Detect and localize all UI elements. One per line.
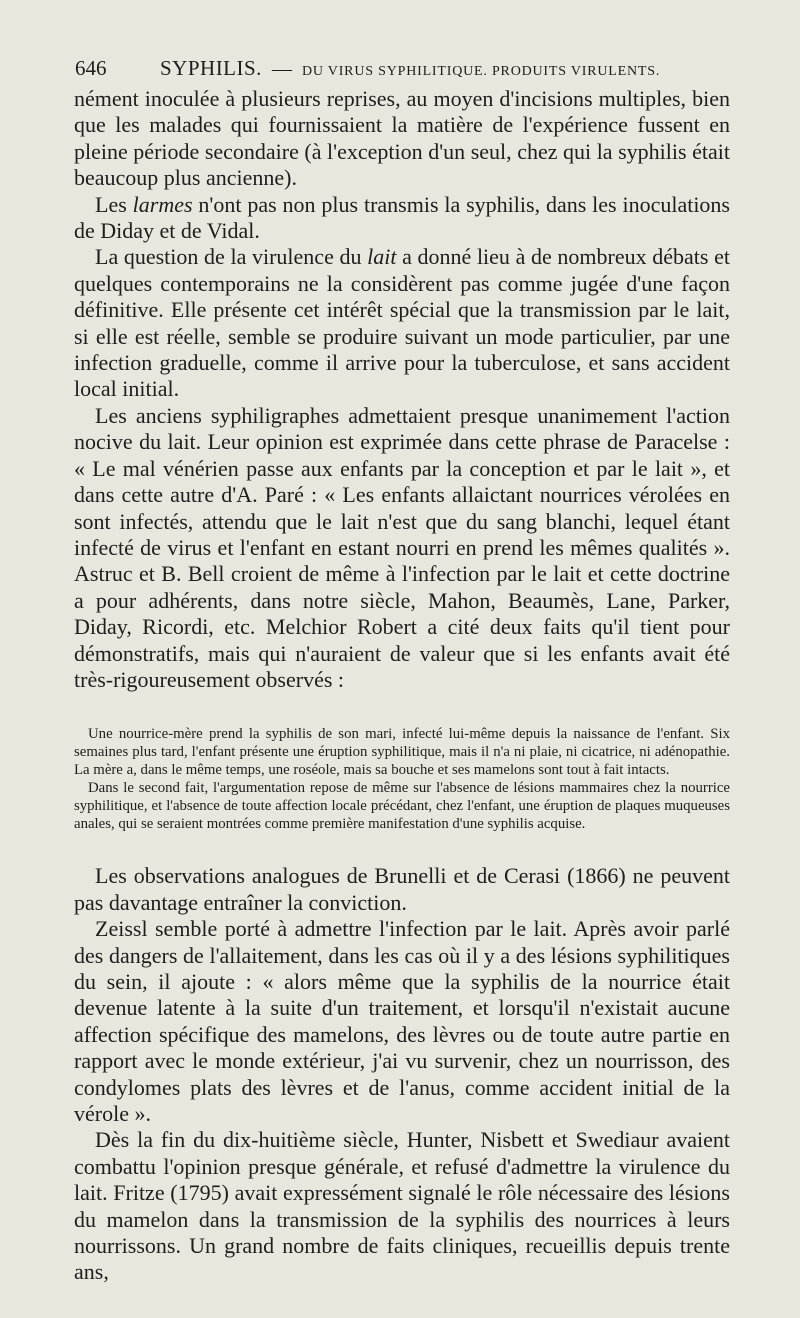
paragraph-brunelli-cerasi: Les observations analogues de Brunelli et de Cerasi (1866) ne peuvent pas davantage entraîner la conviction. — [74, 863, 730, 915]
page-number: 646 — [75, 56, 107, 80]
section-title: DU VIRUS SYPHILITIQUE. PRODUITS VIRULENTS. — [301, 64, 661, 79]
title-dash: — — [271, 58, 292, 80]
paragraph-larmes — [74, 192, 730, 245]
running-title — [160, 56, 660, 81]
paragraph-lait-start: La question de la virulence du — [95, 244, 368, 270]
paragraph-lait-end: a donné lieu à de nombreux débats et quelques contemporains ne la considèrent pas comme jugée d'une façon définitive. Elle présente cet intérêt spécial que la transmission par le lait, si elle est réelle, semble se produire suivant un mode particulier, par une infection graduelle, comme il arrive pour la tuberculose, et sans accident local initial. — [74, 244, 730, 402]
paragraph-larmes-end: n'ont pas non plus transmis la syphilis, dans les inoculations de Diday et de Vidal. — [74, 191, 730, 244]
paragraph-hunter: Dès la fin du dix-huitième siècle, Hunter, Nisbett et Swediaur avaient combattu l'opinion presque générale, et refusé d'admettre la virulence du lait. Fritze (1795) avait expressément signalé le rôle nécessaire des lésions du mamelon dans la transmission de la syphilis des nourrices à leurs nourrissons. Un grand nombre de faits cliniques, recueillis depuis trente ans, — [74, 1127, 730, 1285]
case-note-second: Dans le second fait, l'argumentation repose de même sur l'absence de lésions mammaires chez la nourrice syphilitique, et l'absence de toute affection locale précédant, chez l'enfant, une éruption de plaques muqueuses anales, qui se seraient montrées comme première manifestation d'une syphilis acquise. — [74, 780, 730, 833]
paragraph-continuation: nément inoculée à plusieurs reprises, au moyen d'incisions multiples, bien que les malades qui fournissaient la matière de l'expérience fussent en pleine période secondaire (à l'exception d'un seul, chez qui la syphilis était beaucoup plus ancienne). — [74, 86, 730, 191]
paragraph-lait — [74, 244, 730, 402]
chapter-title: SYPHILIS. — [160, 56, 262, 80]
paragraph-larmes-italic: larmes — [132, 191, 193, 217]
paragraph-zeissl: Zeissl semble porté à admettre l'infection par le lait. Après avoir parlé des dangers de l'allaitement, dans les cas où il y a des lésions syphilitiques du sein, il ajoute : « alors même que la syphilis de la nourrice était devenue latente à la suite d'un traitement, et lorsqu'il n'existait aucune affection spécifique des mamelons, des lèvres ou de toute autre partie en rapport avec le monde extérieur, j'ai vu survenir, chez un nourrisson, des condylomes plats des lèvres et de l'anus, comme accident initial de la vérole ». — [74, 916, 730, 1126]
running-header — [75, 56, 740, 86]
case-notes — [74, 725, 730, 833]
body-text — [74, 86, 730, 1286]
paragraph-larmes-start: Les — [95, 191, 133, 217]
case-note-first: Une nourrice-mère prend la syphilis de son mari, infecté lui-même depuis la naissance de l'enfant. Six semaines plus tard, l'enfant présente une éruption syphilitique, mais il n'a ni plaie, ni cicatrice, ni adénopathie. La mère a, dans le même temps, une roséole, mais sa bouche et ses mamelons sont tout à fait intacts. — [74, 726, 730, 779]
paragraph-lait-italic: lait — [367, 244, 397, 270]
paragraph-anciens-syphiligraphes: Les anciens syphiligraphes admettaient presque unanimement l'action nocive du lait. Leur opinion est exprimée dans cette phrase de Paracelse : « Le mal vénérien passe aux enfants par la conception et par le lait », et dans cette autre d'A. Paré : « Les enfants allaictant nourrices vérolées en sont infectés, attendu que le lait n'est que du sang blanchi, lequel étant infecté de virus et l'enfant en estant nourri en prend les mêmes qualités ». Astruc et B. Bell croient de même à l'infection par le lait et cette doctrine a pour adhérents, dans notre siècle, Mahon, Beaumès, Lane, Parker, Diday, Ricordi, etc. Melchior Robert a cité deux faits qu'il tient pour démonstratifs, mais qui n'auraient de valeur que si les enfants avait été très-rigoureusement observés : — [74, 402, 730, 692]
